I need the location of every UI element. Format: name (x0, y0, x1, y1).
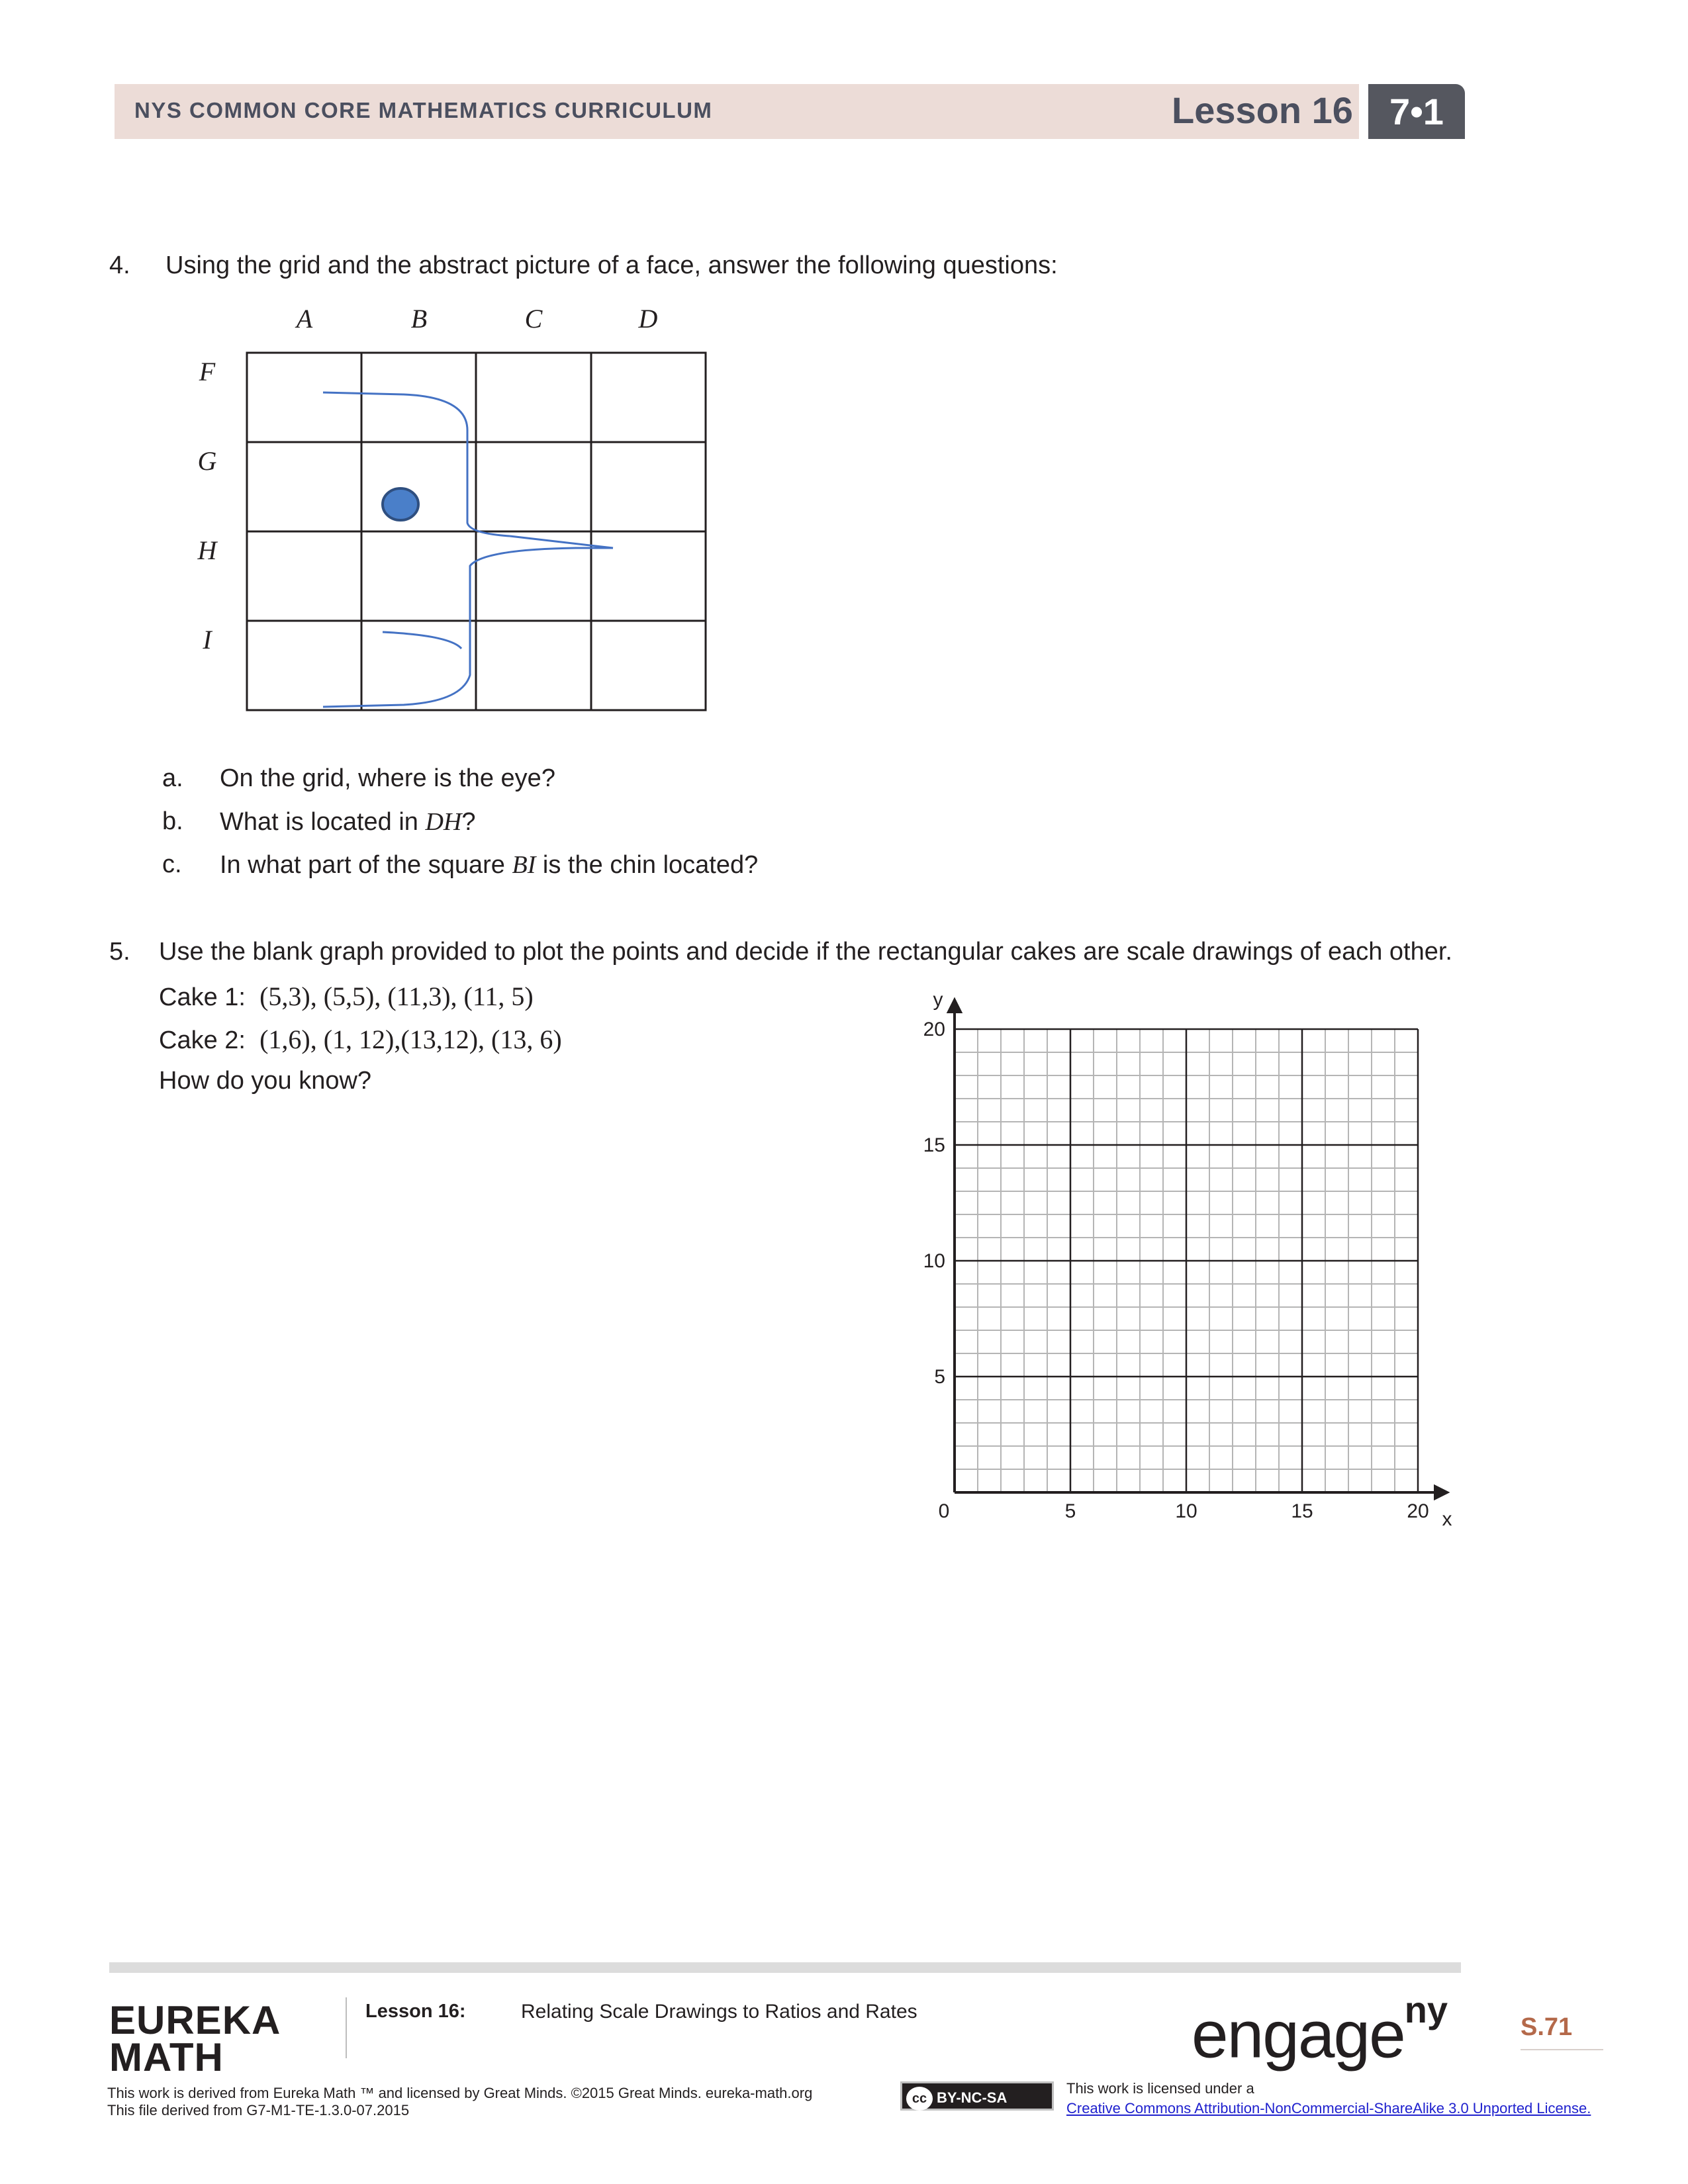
y-axis-label: y (933, 989, 943, 1011)
y-tick-label: 5 (934, 1366, 945, 1388)
footer-rule (109, 1962, 1461, 1973)
column-label-d: D (638, 304, 658, 334)
row-label-g: G (197, 446, 217, 476)
cake-1-line: Cake 1: (5,3), (5,5), (11,3), (11, 5) (159, 981, 534, 1011)
x-tick-label: 0 (938, 1500, 950, 1522)
problem-5-number: 5. (109, 938, 130, 966)
row-label-h: H (197, 535, 217, 565)
column-label-b: B (410, 304, 428, 334)
x-tick-label: 20 (1407, 1500, 1429, 1522)
x-tick-label: 15 (1291, 1500, 1313, 1522)
face-grid (185, 298, 658, 721)
coordinate-graph[interactable] (914, 979, 1483, 1535)
problem-4-number: 4. (109, 251, 130, 279)
x-axis-arrow (1435, 1486, 1447, 1498)
engageny-logo: engage$^{ny}$ (1192, 1989, 1448, 2072)
lesson-title: Lesson 16 (1172, 89, 1353, 131)
forehead-curve (323, 392, 510, 536)
eye-dot (383, 488, 418, 520)
x-axis-label: x (1442, 1508, 1452, 1530)
y-axis-arrow (949, 1000, 961, 1012)
cake-2-line: Cake 2: (1,6), (1, 12),(13,12), (13, 6) (159, 1024, 562, 1054)
y-tick-label: 10 (923, 1250, 945, 1272)
y-tick-label: 15 (923, 1134, 945, 1156)
license-link[interactable]: Creative Commons Attribution-NonCommercial-ShareAlike 3.0 Unported License. (1066, 2100, 1591, 2116)
x-tick-label: 5 (1064, 1500, 1076, 1522)
curriculum-title: NYS COMMON CORE MATHEMATICS CURRICULUM (134, 98, 713, 122)
column-label-c: C (524, 304, 543, 334)
column-label-a: A (296, 304, 313, 334)
x-tick-label: 10 (1175, 1500, 1197, 1522)
problem-4-text: Using the grid and the abstract picture of a face, answer the following questions: (165, 251, 1058, 279)
part-a-letter: a. (162, 764, 183, 792)
grid-lines (247, 353, 706, 710)
cc-license-badge[interactable]: cc BY-NC-SA (900, 2081, 1054, 2111)
nose-tip (510, 536, 613, 548)
license-notice: This work is licensed under a Creative Commons Attribution-NonCommercial-ShareAlike 3.0 Unported License. (1066, 2080, 1591, 2116)
page-number: S.71 (1521, 2013, 1573, 2041)
part-c-text: In what part of the square BI is the chin located? (220, 851, 759, 879)
part-b-letter: b. (162, 807, 183, 835)
footer-lesson-title: Relating Scale Drawings to Ratios and Rates (521, 2001, 917, 2023)
page-number-underline (1521, 2049, 1603, 2050)
footer-divider (346, 1997, 347, 2058)
problem-5-text: Use the blank graph provided to plot the points and decide if the rectangular cakes are scale drawings of each other. (159, 938, 1452, 966)
nose-chin-curve (323, 548, 613, 707)
row-label-i: I (203, 625, 212, 655)
derived-notice: This work is derived from Eureka Math ™ and licensed by Great Minds. ©2015 Great Minds. eureka-math.org This file derived from G7-M1-TE-1.3.0-07.2015 (107, 2085, 813, 2118)
part-c-letter: c. (162, 850, 182, 878)
footer-lesson-label: Lesson 16: (365, 2001, 466, 2022)
y-tick-label: 20 (923, 1019, 945, 1040)
module-badge: 7•1 (1368, 84, 1465, 139)
cc-icon: cc (906, 2087, 933, 2111)
mouth-curve (383, 632, 461, 649)
part-a-text: On the grid, where is the eye? (220, 764, 555, 792)
row-label-f: F (199, 357, 216, 387)
part-b-text: What is located in DH? (220, 808, 476, 836)
problem-5-question: How do you know? (159, 1067, 372, 1095)
eureka-math-logo: EUREKA MATH (109, 1998, 281, 2079)
